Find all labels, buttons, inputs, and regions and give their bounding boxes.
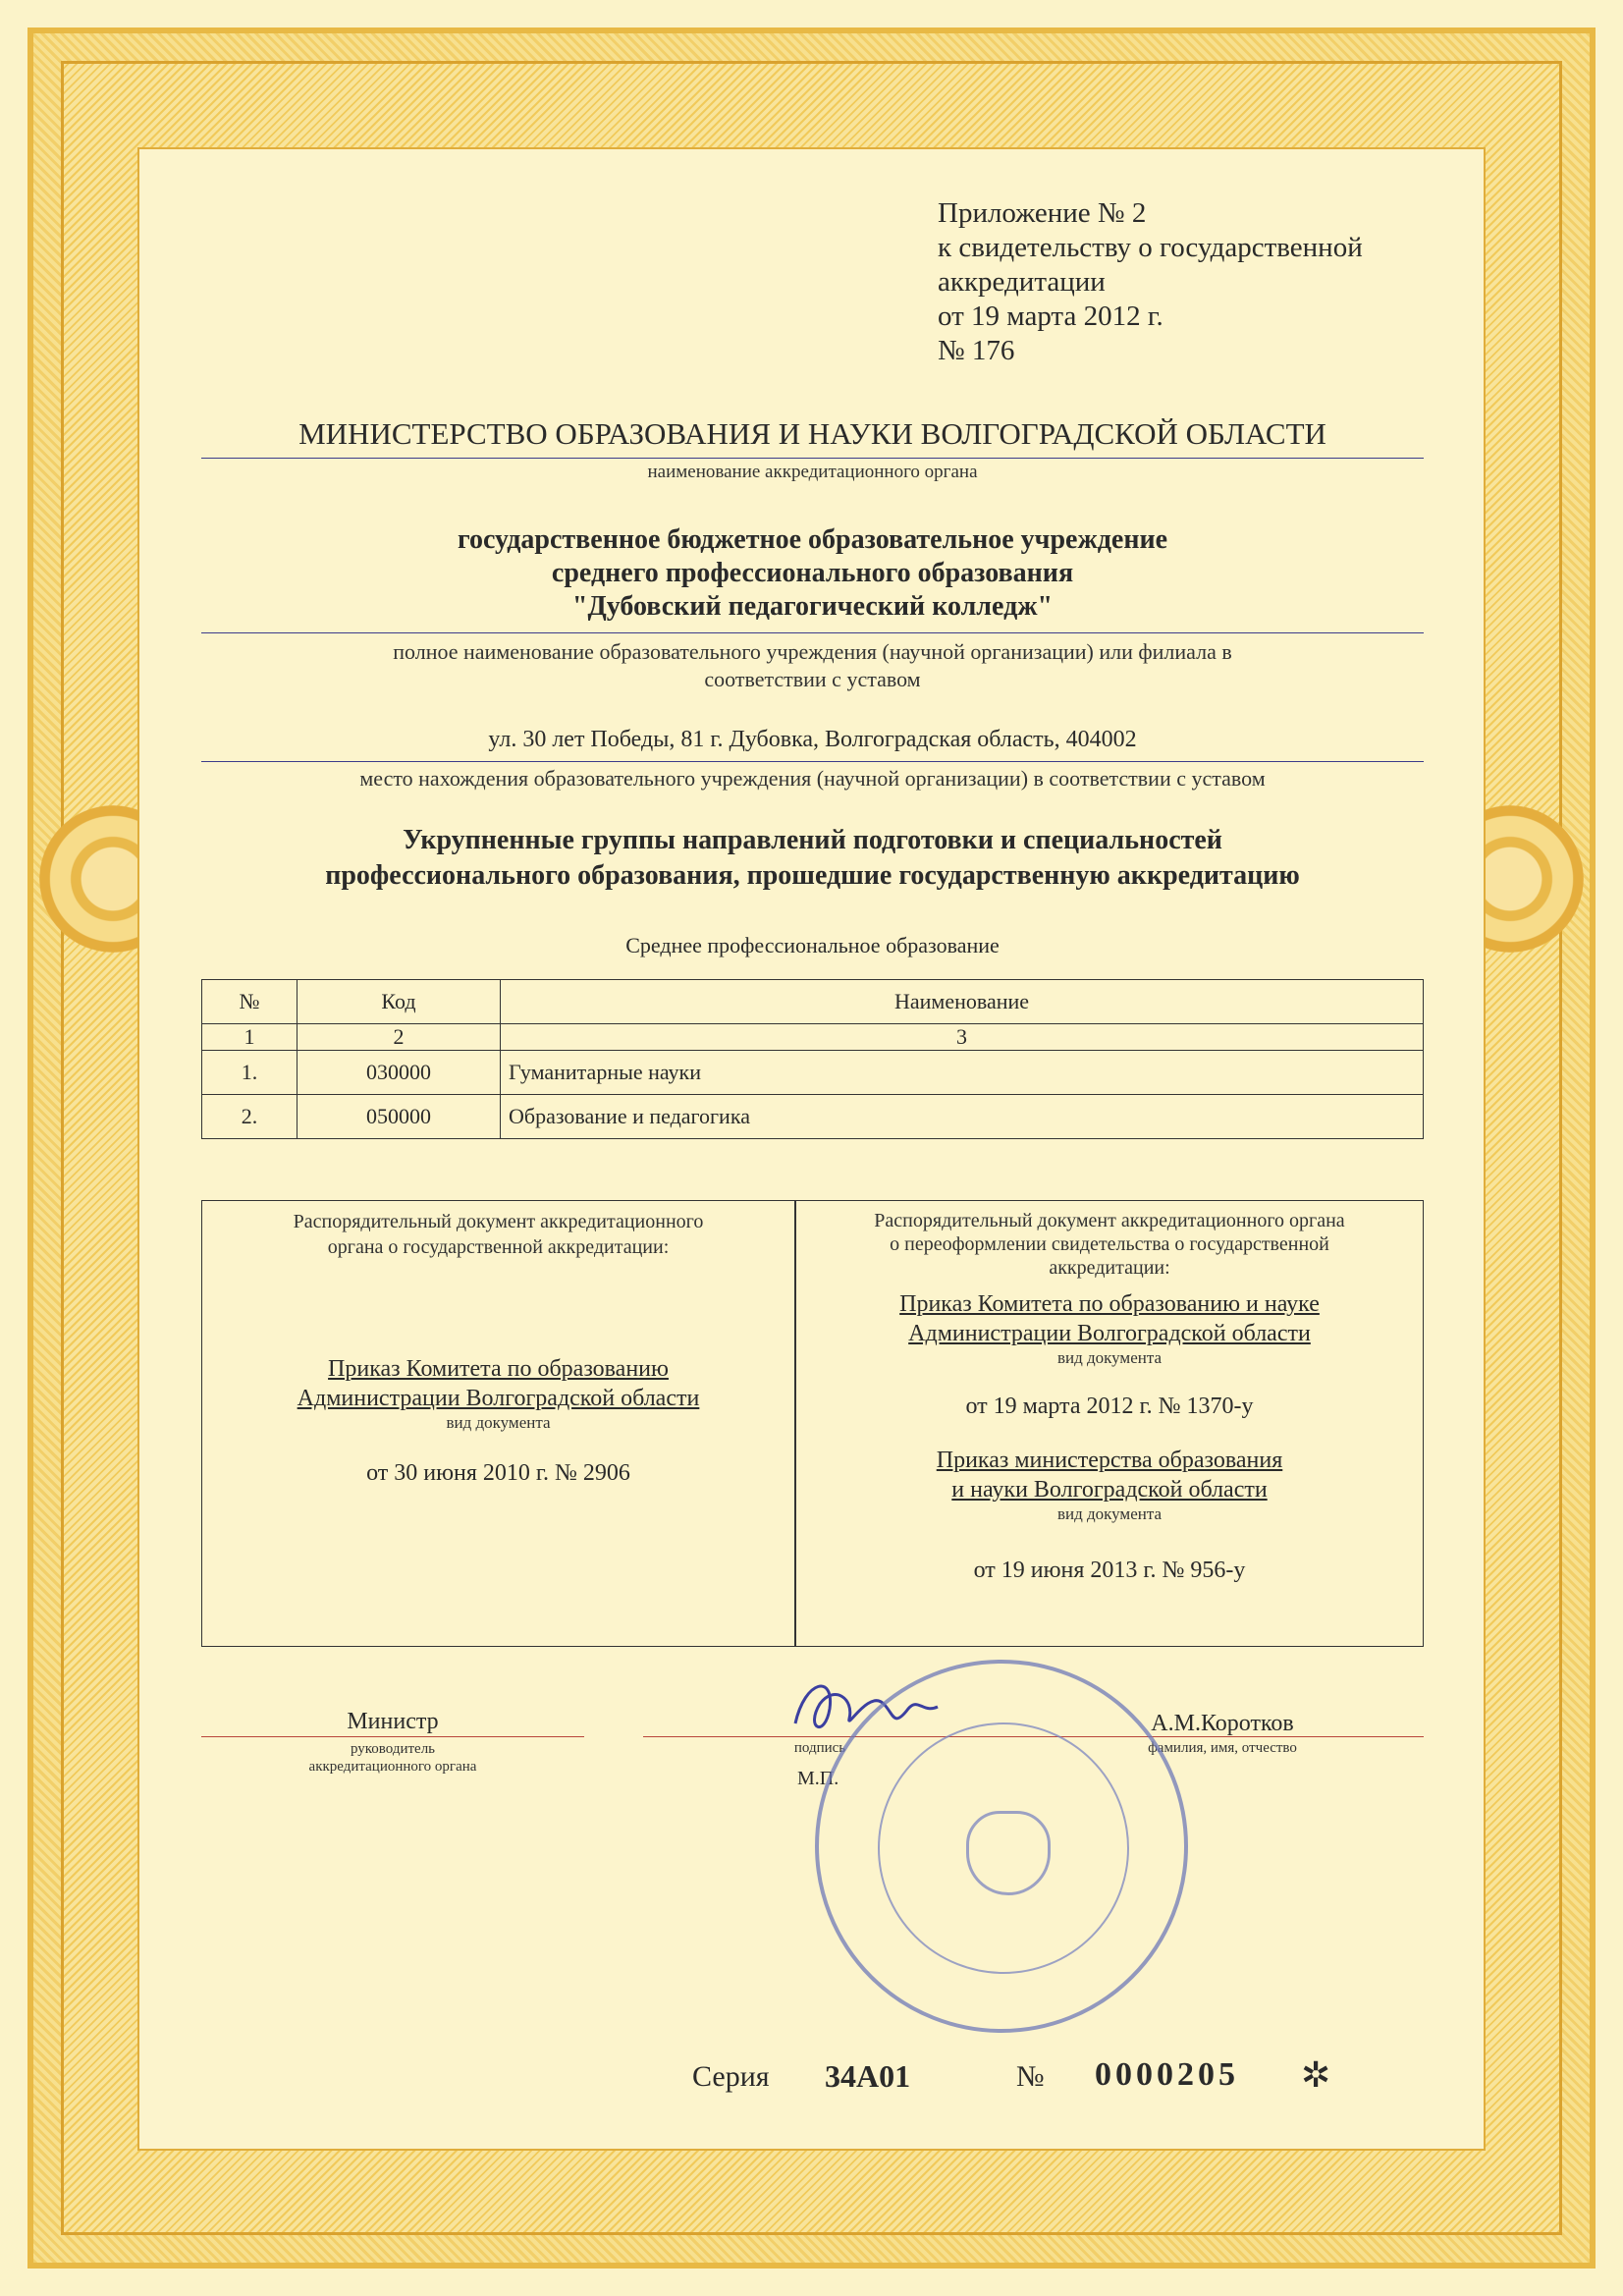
left-box-heading-line: Распорядительный документ аккредитационного — [293, 1211, 704, 1232]
right-box-doc1-caption: вид документа — [1056, 1348, 1163, 1367]
appendix-date: от 19 марта 2012 г. — [938, 301, 1163, 332]
authority-underline — [201, 458, 1424, 459]
groups-title-line: Укрупненные группы направлений подготовки и специальностей — [403, 825, 1222, 855]
education-level: Среднее профессиональное образование — [625, 933, 1000, 957]
institution-caption-line: соответствии с уставом — [704, 667, 921, 691]
signatory-name: А.М.Коротков — [1151, 1711, 1294, 1736]
header-cell-name: Наименование — [501, 980, 1424, 1024]
institution-name — [201, 523, 1424, 624]
right-box-document-line: и науки Волгоградской области — [951, 1477, 1268, 1503]
institution-caption-line: полное наименование образовательного учреждения (научной организации) или филиала в — [393, 639, 1232, 664]
series-label: Серия — [692, 2060, 770, 2093]
right-box-heading — [796, 1209, 1423, 1280]
right-box-doc2-caption: вид документа — [1056, 1504, 1163, 1523]
institution-line: среднего профессионального образования — [551, 558, 1074, 588]
left-box-heading-line: органа о государственной аккредитации: — [327, 1236, 670, 1258]
seal-place-label: М.П. — [797, 1768, 839, 1789]
institution-line: государственное бюджетное образовательное учреждение — [457, 524, 1168, 555]
appendix-line: аккредитации — [938, 266, 1106, 298]
table-row — [202, 1095, 1424, 1139]
official-seal — [815, 1660, 1188, 2033]
authority-name: МИНИСТЕРСТВО ОБРАЗОВАНИЯ И НАУКИ ВОЛГОГРАДСКОЙ ОБЛАСТИ — [298, 416, 1326, 451]
row-code: 030000 — [298, 1051, 501, 1095]
right-box-heading-line: аккредитации: — [1049, 1257, 1170, 1279]
table-header-row — [202, 980, 1424, 1024]
institution-underline — [201, 632, 1424, 633]
right-box-date-1: от 19 марта 2012 г. № 1370-у — [965, 1394, 1254, 1419]
address-value: ул. 30 лет Победы, 81 г. Дубовка, Волгоградская область, 404002 — [488, 727, 1137, 752]
right-box-document-line: Приказ Комитета по образованию и науке — [899, 1291, 1320, 1317]
right-box-document-1 — [796, 1289, 1423, 1348]
appendix-line: к свидетельству о государственной — [938, 232, 1363, 263]
right-box-date-2: от 19 июня 2013 г. № 956-у — [973, 1558, 1246, 1583]
right-box-heading-line: Распорядительный документ аккредитационного органа — [874, 1210, 1345, 1231]
table-numbering-row — [202, 1024, 1424, 1051]
row-name: Образование и педагогика — [501, 1095, 1424, 1139]
authority-caption: наименование аккредитационного органа — [647, 462, 978, 482]
appendix-block — [938, 196, 1363, 368]
numbering-cell: 1 — [202, 1024, 298, 1051]
left-box-document — [202, 1354, 794, 1413]
row-number: 2. — [202, 1095, 298, 1139]
signature-caption: подпись — [793, 1740, 846, 1756]
groups-title-line: профессионального образования, прошедшие государственную аккредитацию — [325, 860, 1300, 891]
left-box-heading — [202, 1209, 794, 1260]
row-number: 1. — [202, 1051, 298, 1095]
left-box-date: от 30 июня 2010 г. № 2906 — [366, 1460, 630, 1486]
certificate-number: 0000205 — [1095, 2056, 1239, 2093]
left-box-document-line: Администрации Волгоградской области — [297, 1386, 700, 1411]
left-box-doc-caption: вид документа — [446, 1413, 551, 1432]
institution-caption — [201, 638, 1424, 693]
position-caption-line: аккредитационного органа — [308, 1759, 477, 1775]
numbering-cell: 2 — [298, 1024, 501, 1051]
row-code: 050000 — [298, 1095, 501, 1139]
position-caption-line: руководитель — [350, 1741, 436, 1757]
numbering-cell: 3 — [501, 1024, 1424, 1051]
number-label: № — [1016, 2060, 1045, 2093]
appendix-number: № 176 — [938, 335, 1015, 366]
table-row — [202, 1051, 1424, 1095]
reissue-box — [795, 1200, 1424, 1647]
row-name: Гуманитарные науки — [501, 1051, 1424, 1095]
accreditation-table — [201, 979, 1424, 1139]
header-cell-number: № — [202, 980, 298, 1024]
left-box-document-line: Приказ Комитета по образованию — [328, 1356, 669, 1382]
institution-line: "Дубовский педагогический колледж" — [571, 591, 1054, 622]
position-caption — [201, 1740, 584, 1776]
groups-title — [201, 823, 1424, 894]
signatory-position: Министр — [347, 1709, 439, 1734]
name-caption: фамилия, имя, отчество — [1148, 1740, 1297, 1756]
address-underline — [201, 761, 1424, 762]
coat-of-arms-icon — [966, 1811, 1051, 1895]
series-value: 34А01 — [825, 2058, 911, 2094]
right-box-heading-line: о переоформлении свидетельства о государственной — [890, 1233, 1329, 1255]
right-box-document-line: Приказ министерства образования — [936, 1448, 1283, 1473]
asterisk-icon: ✲ — [1301, 2055, 1331, 2095]
position-underline — [201, 1736, 584, 1737]
right-box-document-2 — [796, 1446, 1423, 1504]
header-cell-code: Код — [298, 980, 501, 1024]
appendix-title: Приложение № 2 — [938, 197, 1147, 229]
right-box-document-line: Администрации Волгоградской области — [908, 1321, 1311, 1346]
original-accreditation-box — [201, 1200, 795, 1647]
address-caption: место нахождения образовательного учреждения (научной организации) в соответствии с уставом — [359, 766, 1266, 791]
name-underline — [1119, 1736, 1424, 1737]
